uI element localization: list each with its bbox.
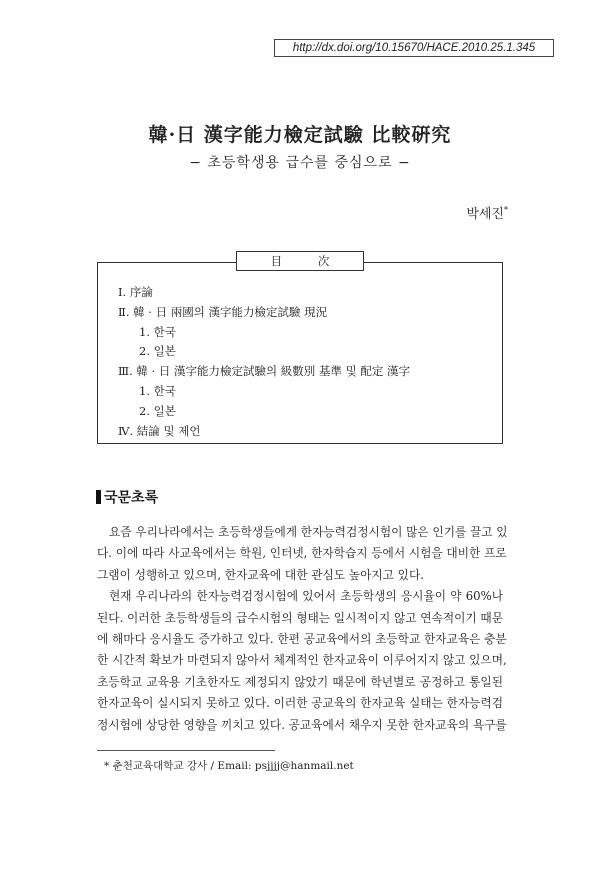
footnote-rule [97,750,275,751]
paper-subtitle: − 초등학생용 급수를 중심으로 − [189,155,411,171]
abstract-line: 그램이 성행하고 있으며, 한자교육에 대한 관심도 높아지고 있다. [97,567,424,582]
heading-bar [96,490,101,504]
toc-item: Ⅱ. 韓 · 日 兩國의 漢字能力檢定試驗 現況 [118,304,328,319]
abstract-line: 정시험에 상당한 영향을 끼치고 있다. 공교육에서 채우지 못한 한자교육의 욕구를 [97,717,507,732]
doi-link[interactable]: http://dx.doi.org/10.15670/HACE.2010.25.1.345 [274,39,554,57]
author-name [466,203,508,222]
toc-item: Ⅰ. 序論 [118,285,153,299]
toc-item: 2. 일본 [139,344,176,359]
toc-list [118,283,410,441]
toc-item: 1. 한국 [139,324,176,339]
abstract-line: 요즘 우리나라에서는 초등학생들에게 한자능력검정시험이 많은 인기를 끌고 있 [109,525,508,539]
author-footnote: * 춘천교육대학교 강사 / Email: psjjjj@hanmail.net [104,760,354,772]
abstract-line: 한자교육이 실시되지 못하고 있다. 이러한 공교육의 한자교육 실태는 한자능력검 [97,696,504,711]
abstract-line: 에 해마다 응시율도 증가하고 있다. 한편 공교육에서의 초등학교 한자교육은 충분 [97,631,507,646]
abstract-line: 다. 이에 따라 사교육에서는 학원, 인터넷, 한자학습지 등에서 시험을 대비한 프로 [97,546,507,561]
abstract-line: 한 시간적 확보가 마련되지 않아서 체계적인 한자교육이 이루어지지 않고 있으며, [97,653,507,668]
abstract-body [97,522,508,736]
abstract-heading [96,487,158,507]
paper-title: 韓·日 漢字能力檢定試驗 比較硏究 [148,124,452,146]
toc-label: 目 次 [236,251,364,271]
author-footnote-mark: * [504,205,508,215]
toc-item: Ⅳ. 結論 및 제언 [118,423,201,438]
abstract-line: 초등학교 교육용 기초한자도 제정되지 않았기 때문에 학년별로 공정하고 통일된 [97,674,503,689]
abstract-heading-text: 국문초록 [104,489,159,505]
toc-item: Ⅲ. 韓 · 日 漢字能力檢定試驗의 級數別 基準 및 配定 漢字 [118,364,411,379]
abstract-line: 된다. 이러한 초등학생들의 급수시험의 형태는 일시적이지 않고 연속적이기 때문 [97,610,504,625]
abstract-line: 현재 우리나라의 한자능력검정시험에 있어서 초등학생의 응시율이 약 60%나 [109,589,503,604]
author-text: 박세진 [466,207,504,222]
toc-item: 1. 한국 [139,383,176,398]
toc-item: 2. 일본 [139,403,176,418]
